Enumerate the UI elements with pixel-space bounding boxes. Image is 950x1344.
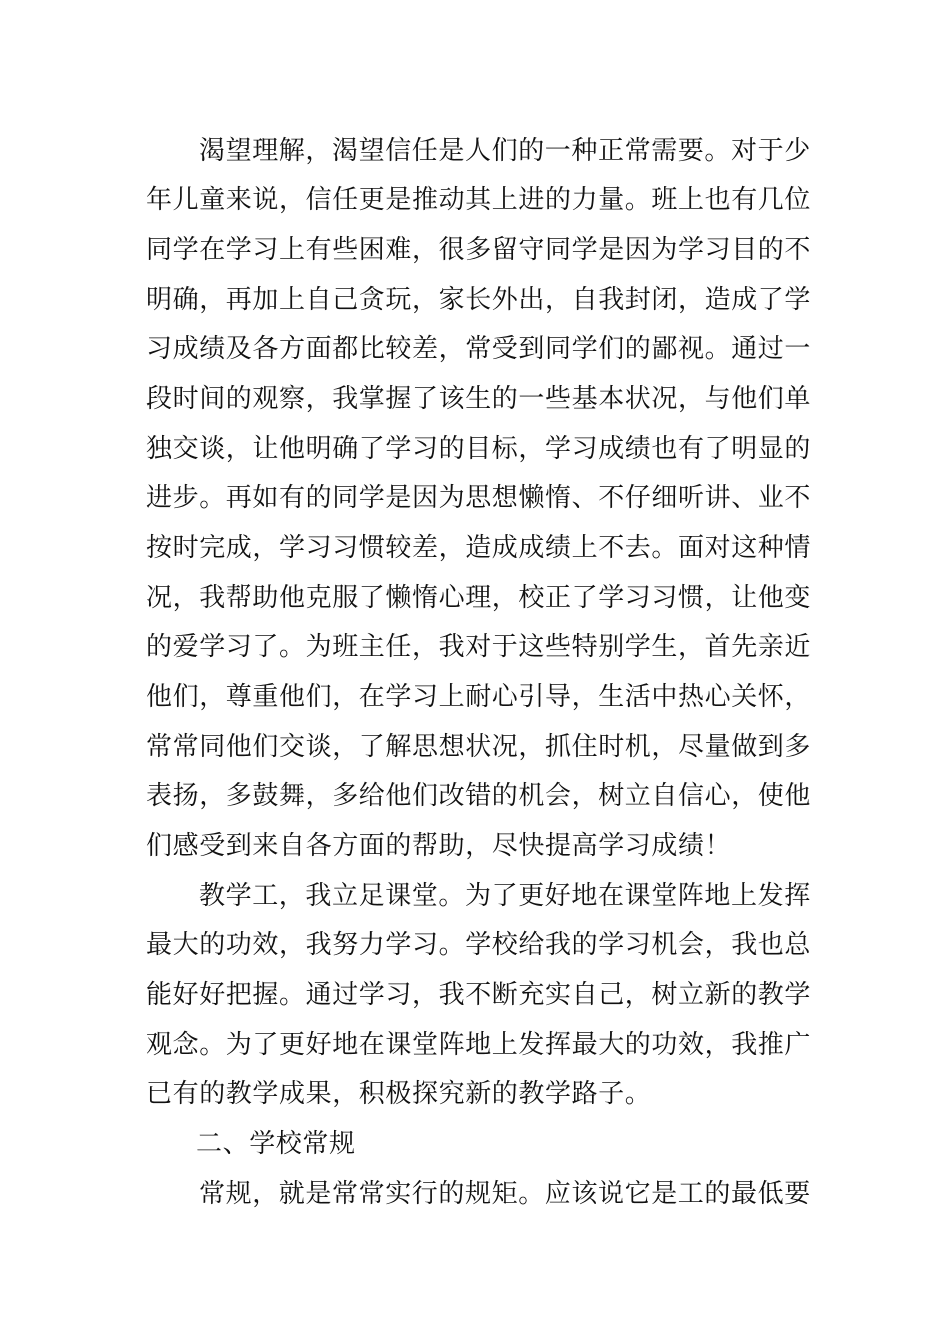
paragraph-1-line-15: 们感受到来自各方面的帮助，尽快提高学习成绩！ [146,831,732,861]
paragraph-1-line-12: 他们，尊重他们，在学习上耐心引导，生活中热心关怀， [146,682,812,712]
paragraph-1-line-3: 同学在学习上有些困难，很多留守同学是因为学习目的不 [146,235,812,265]
paragraph-3-line-1: 常规，就是常常实行的规矩。应该说它是工的最低要 [199,1179,811,1209]
paragraph-2-line-3: 能好好把握。通过学习，我不断充实自己，树立新的教学 [146,980,812,1010]
section-heading: 二、学校常规 [196,1129,356,1159]
paragraph-1-line-1: 渴望理解，渴望信任是人们的一种正常需要。对于少 [199,136,811,166]
paragraph-1-line-14: 表扬，多鼓舞，多给他们改错的机会，树立自信心，使他 [146,781,812,811]
paragraph-1-line-10: 况，我帮助他克服了懒惰心理，校正了学习习惯，让他变 [146,583,812,613]
paragraph-1-line-11: 的爱学习了。为班主任，我对于这些特别学生，首先亲近 [146,632,812,662]
paragraph-1-line-6: 段时间的观察，我掌握了该生的一些基本状况，与他们单 [146,384,812,414]
paragraph-2-line-4: 观念。为了更好地在课堂阵地上发挥最大的功效，我推广 [146,1030,812,1060]
paragraph-1-line-13: 常常同他们交谈，了解思想状况，抓住时机，尽量做到多 [146,732,812,762]
paragraph-1-line-8: 进步。再如有的同学是因为思想懒惰、不仔细听讲、业不 [146,483,812,513]
paragraph-2-line-1: 教学工，我立足课堂。为了更好地在课堂阵地上发挥 [199,881,811,911]
paragraph-2-line-2: 最大的功效，我努力学习。学校给我的学习机会，我也总 [146,930,812,960]
paragraph-1-line-2: 年儿童来说，信任更是推动其上进的力量。班上也有几位 [146,185,812,215]
paragraph-1-line-9: 按时完成，学习习惯较差，造成成绩上不去。面对这种情 [146,533,812,563]
paragraph-1-line-5: 习成绩及各方面都比较差，常受到同学们的鄙视。通过一 [146,334,812,364]
paragraph-1-line-7: 独交谈，让他明确了学习的目标，学习成绩也有了明显的 [146,434,812,464]
paragraph-2-line-5: 已有的教学成果，积极探究新的教学路子。 [146,1079,652,1109]
paragraph-1-line-4: 明确，再加上自己贪玩，家长外出，自我封闭，造成了学 [146,285,812,315]
